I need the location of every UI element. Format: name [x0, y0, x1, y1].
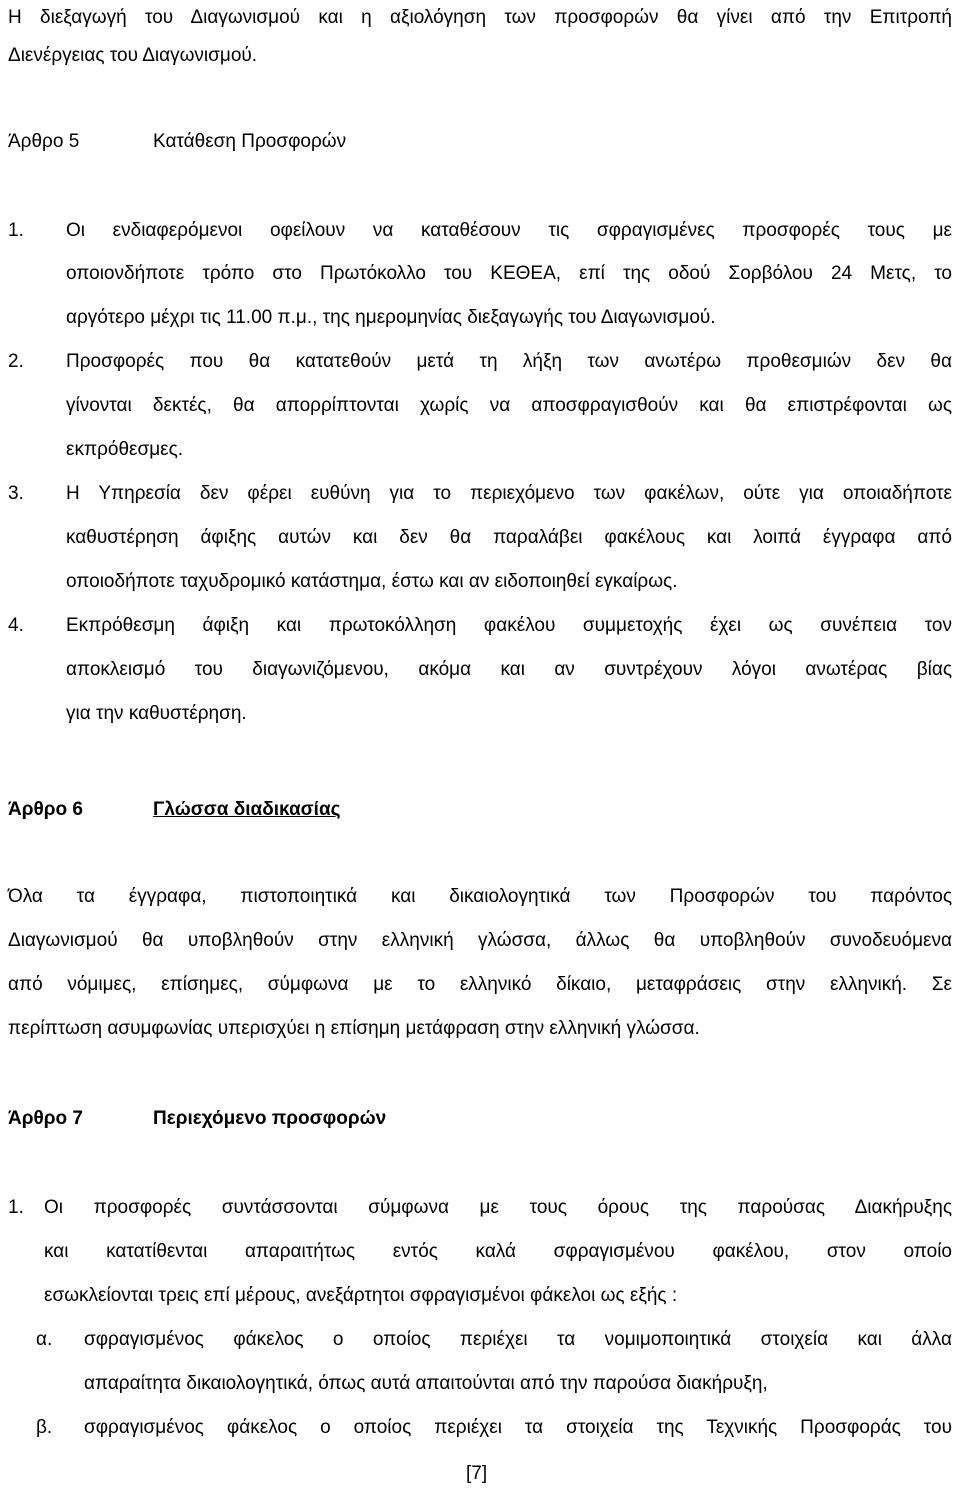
article5-item2-line-2: γίνονται δεκτές, θα απορρίπτονται χωρίς να αποσφραγισθούν και θα επιστρέφονται ως [66, 395, 952, 416]
article5-item3-number: 3. [8, 483, 24, 504]
article5-item1-line-3: αργότερο μέχρι τις 11.00 π.μ., της ημερομηνίας διεξαγωγής του Διαγωνισμού. [66, 307, 716, 328]
article5-item1-number: 1. [8, 220, 24, 241]
article7-item1-line-3: εσωκλείονται τρεις επί μέρους, ανεξάρτητοι σφραγισμένοι φάκελοι ως εξής : [44, 1285, 678, 1306]
article7-subitem-a-number: α. [36, 1329, 53, 1350]
article7-item1-line-2: και κατατίθενται απαραιτήτως εντός καλά σφραγισμένου φακέλου, στον οποίο [44, 1241, 952, 1262]
article7-subitem-a-line-1: σφραγισμένος φάκελος ο οποίος περιέχει τα νομιμοποιητικά στοιχεία και άλλα [84, 1329, 952, 1350]
article5-label: Άρθρο 5 [8, 131, 80, 152]
article6-line-2: Διαγωνισμού θα υποβληθούν στην ελληνική γλώσσα, άλλως θα υποβληθούν συνοδευόμενα [8, 930, 952, 951]
article5-item1-line-2: οποιονδήποτε τρόπο στο Πρωτόκολλο του ΚΕΘΕΑ, επί της οδού Σορβόλου 24 Μετς, το [66, 263, 952, 284]
article5-item4-line-2: αποκλεισμό του διαγωνιζόμενου, ακόμα και αν συντρέχουν λόγοι ανωτέρας βίας [66, 659, 952, 680]
intro-line-1: Η διεξαγωγή του Διαγωνισμού και η αξιολόγηση των προσφορών θα γίνει από την Επιτροπή [8, 7, 952, 28]
article5-title: Κατάθεση Προσφορών [153, 131, 347, 152]
article6-line-3: από νόμιμες, επίσημες, σύμφωνα με το ελληνικό δίκαιο, μεταφράσεις στην ελληνική. Σε [8, 974, 952, 995]
article7-subitem-b-number: β. [36, 1417, 53, 1438]
article7-item1-line-1: Οι προσφορές συντάσσονται σύμφωνα με τους όρους της παρούσας Διακήρυξης [44, 1197, 952, 1218]
article5-item4-line-1: Εκπρόθεσμη άφιξη και πρωτοκόλληση φακέλου συμμετοχής έχει ως συνέπεια τον [66, 615, 952, 636]
article5-item4-number: 4. [8, 615, 24, 636]
article7-subitem-b-line-1: σφραγισμένος φάκελος ο οποίος περιέχει τα στοιχεία της Τεχνικής Προσφοράς του [84, 1417, 952, 1438]
article7-label: Άρθρο 7 [8, 1108, 83, 1129]
article5-item2-number: 2. [8, 351, 24, 372]
page-number: [7] [466, 1463, 488, 1484]
article5-item4-line-3: για την καθυστέρηση. [66, 703, 247, 724]
article5-item3-line-1: Η Υπηρεσία δεν φέρει ευθύνη για το περιεχόμενο των φακέλων, ούτε για οποιαδήποτε [66, 483, 952, 504]
article6-title: Γλώσσα διαδικασίας [153, 799, 341, 820]
article5-item2-line-3: εκπρόθεσμες. [66, 439, 184, 460]
intro-line-2: Διενέργειας του Διαγωνισμού. [8, 45, 258, 66]
article7-subitem-a-line-2: απαραίτητα δικαιολογητικά, όπως αυτά απαιτούνται από την παρούσα διακήρυξη, [84, 1373, 768, 1394]
article7-item1-number: 1. [8, 1197, 24, 1218]
article6-label: Άρθρο 6 [8, 799, 83, 820]
article5-item3-line-3: οποιοδήποτε ταχυδρομικό κατάστημα, έστω και αν ειδοποιηθεί εγκαίρως. [66, 571, 678, 592]
article6-line-4: περίπτωση ασυμφωνίας υπερισχύει η επίσημη μετάφραση στην ελληνική γλώσσα. [8, 1018, 700, 1039]
article5-item1-line-1: Οι ενδιαφερόμενοι οφείλουν να καταθέσουν τις σφραγισμένες προσφορές τους με [66, 220, 952, 241]
article7-title: Περιεχόμενο προσφορών [153, 1108, 387, 1129]
article5-item3-line-2: καθυστέρηση άφιξης αυτών και δεν θα παραλάβει φακέλους και λοιπά έγγραφα από [66, 527, 952, 548]
article6-line-1: Όλα τα έγγραφα, πιστοποιητικά και δικαιολογητικά των Προσφορών του παρόντος [8, 886, 952, 907]
article5-item2-line-1: Προσφορές που θα κατατεθούν μετά τη λήξη των ανωτέρω προθεσμιών δεν θα [66, 351, 952, 372]
